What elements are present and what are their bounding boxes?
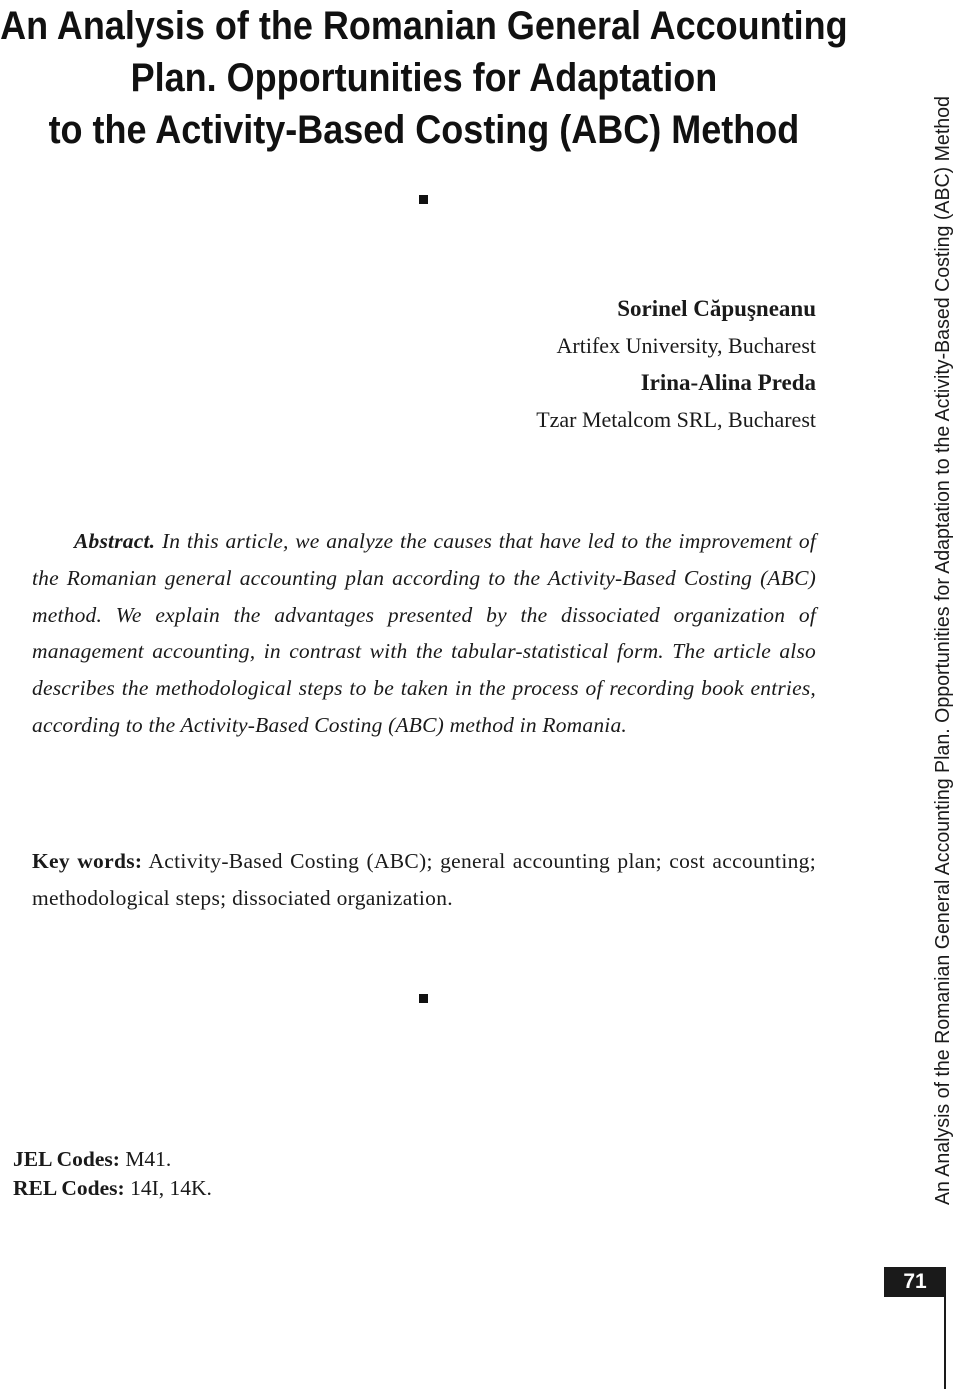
title-line-2: Plan. Opportunities for Adaptation <box>130 56 718 100</box>
keywords-text: Activity-Based Costing (ABC); general accounting plan; cost accounting; methodological steps; dissociated organization. <box>32 849 816 910</box>
author-name-2: Irina-Alina Preda <box>640 370 816 395</box>
abstract-label: Abstract. <box>74 529 156 553</box>
author-affiliation-1: Artifex University, Bucharest <box>556 333 816 358</box>
article-title <box>0 0 848 156</box>
rel-value: 14I, 14K. <box>130 1176 212 1200</box>
author-affiliation-2: Tzar Metalcom SRL, Bucharest <box>536 407 816 432</box>
running-title: An Analysis of the Romanian General Accounting Plan. Opportunities for Adaptation to the Activity-Based Costing (ABC) Method <box>931 96 954 1206</box>
jel-label: JEL Codes: <box>13 1147 120 1171</box>
author-name-1: Sorinel Căpuşneanu <box>617 296 816 321</box>
authors-block <box>536 290 816 438</box>
jel-codes <box>13 1145 212 1174</box>
keywords <box>32 843 816 917</box>
bottom-separator-bullet <box>419 994 428 1003</box>
title-line-3: to the Activity-Based Costing (ABC) Method <box>48 108 800 152</box>
abstract <box>32 523 816 744</box>
rel-label: REL Codes: <box>13 1176 125 1200</box>
classification-codes <box>13 1145 212 1203</box>
page-number: 71 <box>884 1267 946 1297</box>
page-number-rule <box>944 1297 946 1389</box>
top-separator-bullet <box>419 195 428 204</box>
jel-value: M41. <box>125 1147 172 1171</box>
abstract-text: In this article, we analyze the causes that have led to the improvement of the Romanian general accounting plan according to the Activity-Based Costing (ABC) method. We explain the advantages presented by the dissociated organization of management accounting, in contrast with the tabular-statistical form. The article also describes the methodological steps to be taken in the process of recording book entries, according to the Activity-Based Costing (ABC) method in Romania. <box>32 529 817 737</box>
title-line-1: An Analysis of the Romanian General Accounting <box>0 4 848 48</box>
keywords-label: Key words: <box>32 849 143 873</box>
rel-codes <box>13 1174 212 1203</box>
